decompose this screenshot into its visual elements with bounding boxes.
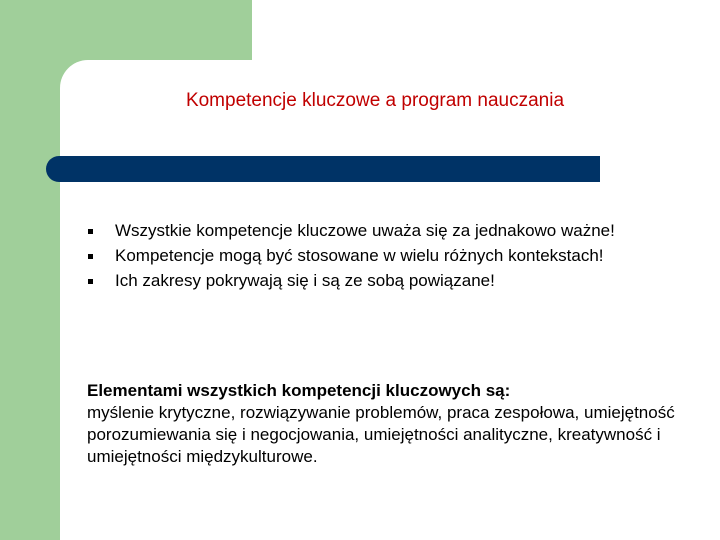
slide-title: Kompetencje kluczowe a program nauczania <box>185 90 565 111</box>
bullet-text: Ich zakresy pokrywają się i są ze sobą powiązane! <box>115 271 495 290</box>
bullet-text: Wszystkie kompetencje kluczowe uważa się za jednakowo ważne! <box>115 221 615 240</box>
summary-heading: Elementami wszystkich kompetencji kluczowych są: <box>87 381 511 400</box>
bullet-text: Kompetencje mogą być stosowane w wielu różnych kontekstach! <box>115 246 604 265</box>
square-bullet-icon <box>88 229 93 234</box>
square-bullet-icon <box>88 254 93 259</box>
summary-block <box>87 380 697 468</box>
bullet-item <box>85 245 645 267</box>
bullet-item <box>85 270 645 292</box>
square-bullet-icon <box>88 279 93 284</box>
slide-panel <box>60 60 720 540</box>
summary-text: myślenie krytyczne, rozwiązywanie problemów, praca zespołowa, umiejętność porozumiewania się i negocjowania, umiejętności analityczne, kreatywność i umiejętności międzykulturowe. <box>87 403 675 466</box>
title-divider-bar <box>46 156 600 182</box>
bullet-item <box>85 220 645 242</box>
bullet-list <box>85 220 645 295</box>
